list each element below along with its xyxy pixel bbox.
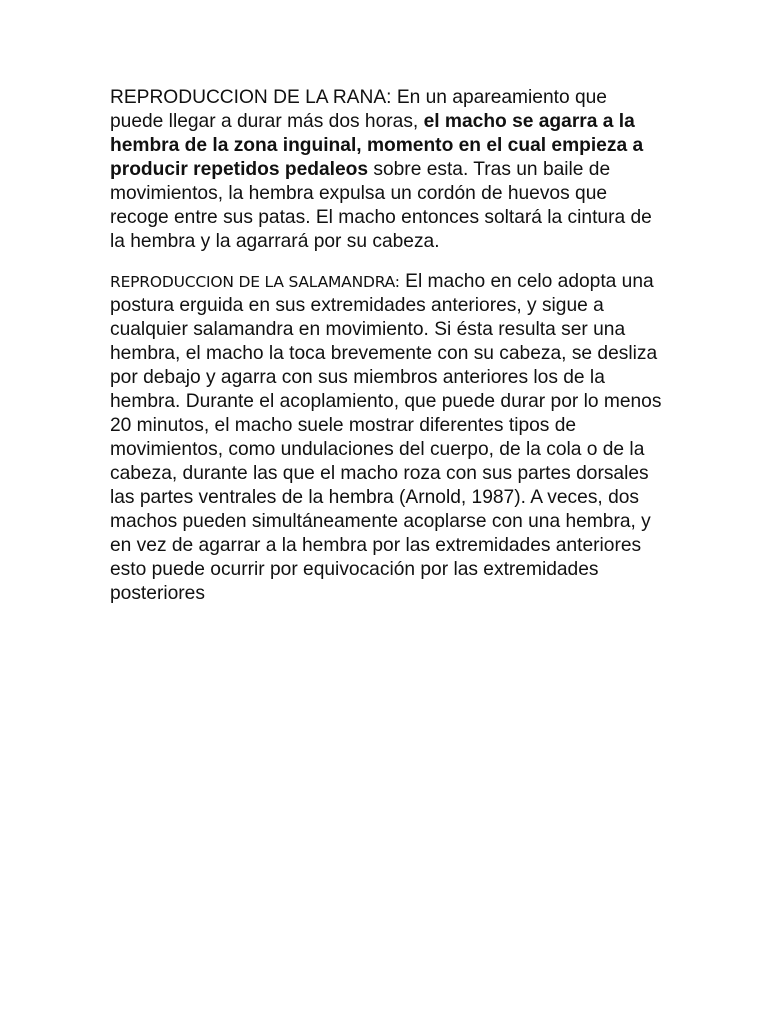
frog-text-intro: En un apareamiento que puede llegar a durar más dos horas, <box>110 87 607 132</box>
frog-text-bold: el macho se agarra a la hembra de la zona inguinal, momento en el cual empieza a producir repetidos pedaleos <box>110 111 644 180</box>
frog-reproduction-paragraph <box>110 86 662 254</box>
salamander-text: El macho en celo adopta una postura erguida en sus extremidades anteriores, y sigue a cualquier salamandra en movimiento. Si ésta resulta ser una hembra, el macho la toca brevemente con su cabeza, se desliza por debajo y agarra con sus miembros anteriores los de la hembra. Durante el acoplamiento, que puede durar por lo menos 20 minutos, el macho suele mostrar diferentes tipos de movimientos, como undulaciones del cuerpo, de la cola o de la cabeza, durante las que el macho roza con sus partes dorsales las partes ventrales de la hembra (Arnold, 1987). A veces, dos machos pueden simultáneamente acoplarse con una hembra, y en vez de agarrar a la hembra por las extremidades anteriores esto puede ocurrir por equivocación por las extremidades posteriores <box>110 271 662 604</box>
frog-heading: REPRODUCCION DE LA RANA: <box>110 87 392 108</box>
salamander-reproduction-paragraph <box>110 270 662 606</box>
salamander-heading: REPRODUCCION DE LA SALAMANDRA: <box>110 273 400 291</box>
frog-text-end: sobre esta. Tras un baile de movimientos, la hembra expulsa un cordón de huevos que recoge entre sus patas. El macho entonces soltará la cintura de la hembra y la agarrará por su cabeza. <box>110 159 652 252</box>
document-body <box>110 86 662 606</box>
